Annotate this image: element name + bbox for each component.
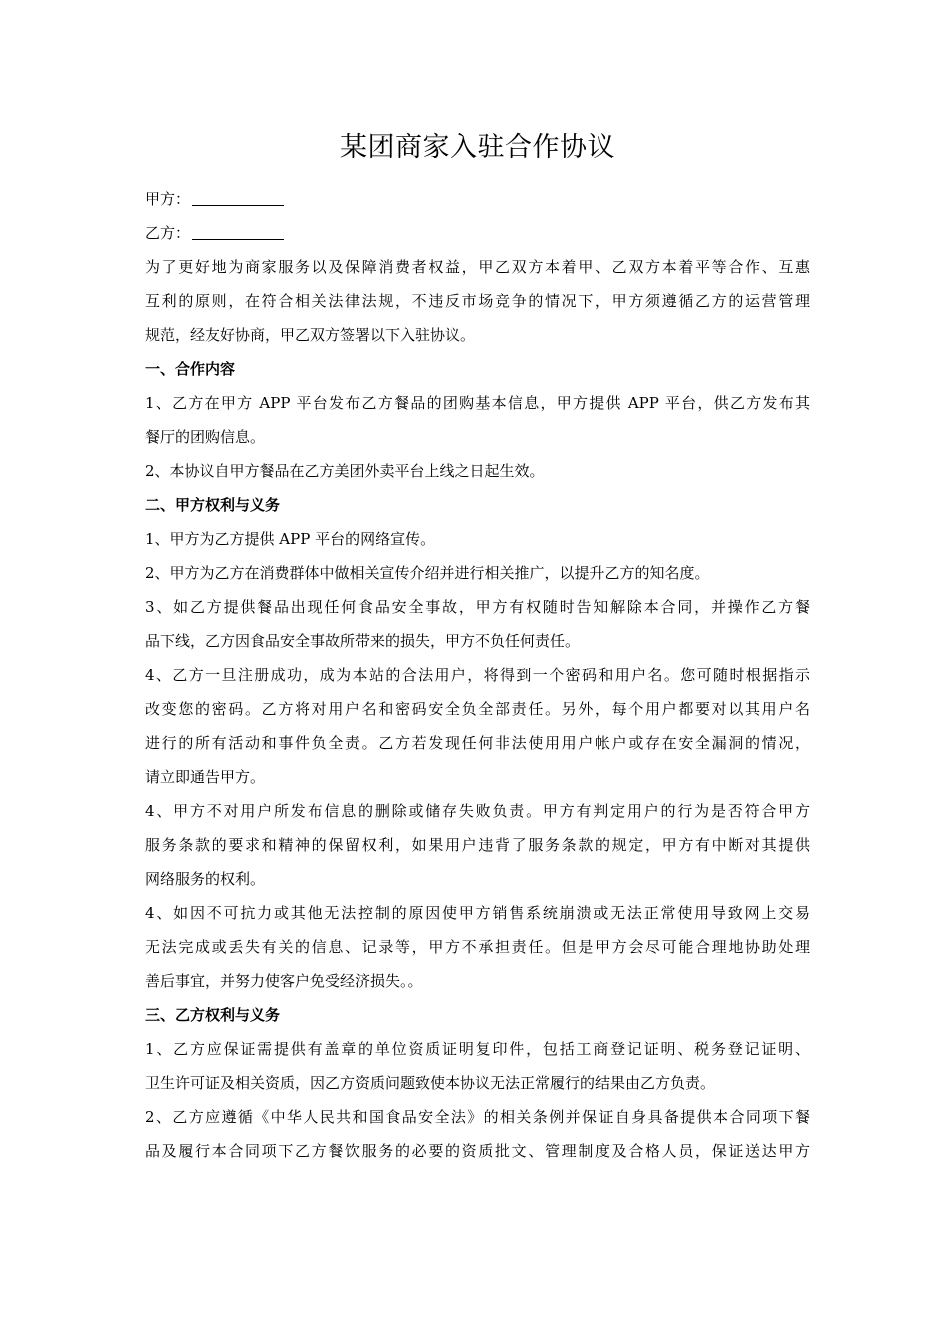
paragraph-line: 规范，经友好协商，甲乙双方签署以下入驻协议。	[145, 326, 476, 344]
paragraph-line: 无法完成或丢失有关的信息、记录等，甲方不承担责任。但是甲方会尽可能合理地协助处理	[145, 938, 810, 956]
paragraph-line: 1、乙方应保证需提供有盖章的单位资质证明复印件，包括工商登记证明、税务登记证明、	[145, 1040, 810, 1058]
paragraph-line: 善后事宜，并努力使客户免受经济损失。。	[145, 972, 423, 990]
paragraph-line: 为了更好地为商家服务以及保障消费者权益，甲乙双方本着甲、乙双方本着平等合作、互惠	[145, 258, 810, 276]
page-title: 某团商家入驻合作协议	[340, 132, 615, 163]
paragraph-line: 4、甲方不对用户所发布信息的删除或储存失败负责。甲方有判定用户的行为是否符合甲方	[145, 802, 810, 820]
document-body	[145, 250, 810, 1168]
paragraph-line: 餐厅的团购信息。	[145, 428, 266, 446]
paragraph-line: 2、本协议自甲方餐品在乙方美团外卖平台上线之日起生效。	[145, 462, 545, 480]
paragraph-line: 1、甲方为乙方提供 APP 平台的网络宣传。	[145, 530, 436, 548]
party-a-label: 甲方：	[145, 190, 191, 208]
paragraph-line: 改变您的密码。乙方将对用户名和密码安全负全部责任。另外，每个用户都要对以其用户名	[145, 700, 810, 718]
paragraph-line: 网络服务的权利。	[145, 870, 266, 888]
party-b-line	[145, 216, 810, 250]
party-a-blank	[192, 187, 284, 206]
party-b-blank	[192, 221, 284, 240]
paragraph-line: 2、乙方应遵循《中华人民共和国食品安全法》的相关条例并保证自身具备提供本合同项下餐	[145, 1108, 810, 1126]
section-heading: 一、合作内容	[145, 360, 236, 378]
party-b-label: 乙方：	[145, 224, 191, 242]
paragraph-line: 4、如因不可抗力或其他无法控制的原因使甲方销售系统崩溃或无法正常使用导致网上交易	[145, 904, 810, 922]
paragraph-line: 互利的原则，在符合相关法律法规，不违反市场竞争的情况下，甲方须遵循乙方的运营管理	[145, 292, 810, 310]
paragraph-line: 2、甲方为乙方在消费群体中做相关宣传介绍并进行相关推广，以提升乙方的知名度。	[145, 564, 710, 582]
paragraph-line: 进行的所有活动和事件负全责。乙方若发现任何非法使用用户帐户或存在安全漏洞的情况，	[145, 734, 810, 752]
document-content	[145, 128, 810, 1168]
paragraph-line: 3、如乙方提供餐品出现任何食品安全事故，甲方有权随时告知解除本合同，并操作乙方餐	[145, 598, 810, 616]
paragraph-line: 品下线，乙方因食品安全事故所带来的损失，甲方不负任何责任。	[145, 632, 581, 650]
party-a-line	[145, 182, 810, 216]
paragraph-line: 服务条款的要求和精神的保留权利，如果用户违背了服务条款的规定，甲方有中断对其提供	[145, 836, 810, 854]
section-heading: 二、甲方权利与义务	[145, 496, 281, 514]
paragraph-line: 卫生许可证及相关资质，因乙方资质问题致使本协议无法正常履行的结果由乙方负责。	[145, 1074, 716, 1092]
paragraph-line: 4、乙方一旦注册成功，成为本站的合法用户，将得到一个密码和用户名。您可随时根据指示	[145, 666, 810, 684]
section-heading: 三、乙方权利与义务	[145, 1006, 281, 1024]
paragraph-line: 请立即通告甲方。	[145, 768, 266, 786]
paragraph-line: 品及履行本合同项下乙方餐饮服务的必要的资质批文、管理制度及合格人员，保证送达甲方	[145, 1142, 810, 1160]
paragraph-line: 1、乙方在甲方 APP 平台发布乙方餐品的团购基本信息，甲方提供 APP 平台，供乙方发布其	[145, 394, 810, 412]
